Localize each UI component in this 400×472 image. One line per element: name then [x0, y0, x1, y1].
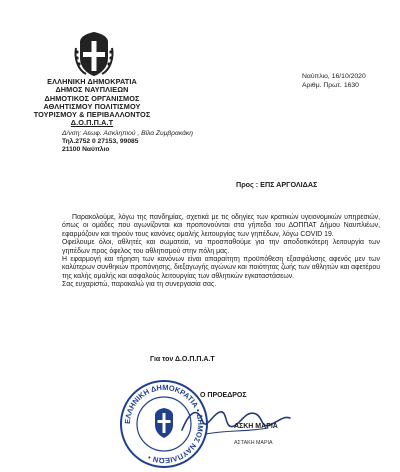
- signer-title: Ο ΠΡΟΕΔΡΟΣ: [200, 392, 247, 399]
- letterhead-line: ΑΘΛΗΤΙΣΜΟΥ ΠΟΛΙΤΙΣΜΟΥ: [43, 101, 141, 111]
- signoff-for: Για τον Δ.Ο.Π.Π.Α.Τ: [150, 356, 215, 363]
- contact-block: [62, 130, 193, 155]
- document-meta: [302, 72, 366, 90]
- letterhead: [12, 78, 172, 128]
- signer-name-print: ΑΣΤΑΚΗ ΜΑΡΙΑ: [234, 440, 273, 446]
- letterhead-line: ΔΗΜΟΤΙΚΟΣ ΟΡΓΑΝΙΣΜΟΣ: [44, 93, 140, 103]
- contact-postcode: 21100 Ναύπλιο: [62, 146, 110, 154]
- body-paragraph: Σας ευχαριστώ, παρακαλώ για τη συνεργασία σας.: [62, 281, 217, 289]
- place-date: Ναύπλιο, 16/10/2020: [302, 73, 366, 80]
- stamp-emblem-icon: [155, 408, 173, 438]
- body-paragraph: Οφείλουμε όλοι, αθλητές και σωματεία, να προσπαθούμε για την αποδοτικότερη λειτουργία των γηπέδων προς όφελος του αθλητισμού στην πόλη μας.: [62, 239, 380, 255]
- signer-name: ΑΣΚΗ ΜΑΡΙΑ: [234, 423, 278, 430]
- letterhead-acronym: Δ.Ο.Π.Π.Α.Τ: [70, 118, 114, 128]
- letterhead-line: ΤΟΥΡΙΣΜΟΥ & ΠΕΡΙΒΑΛΛΟΝΤΟΣ: [33, 110, 151, 120]
- recipient: Προς : ΕΠΣ ΑΡΓΟΛΙΔΑΣ: [236, 180, 318, 189]
- handwritten-signature: [176, 400, 296, 440]
- contact-phones: Τηλ.2752 0 27153, 99085: [62, 138, 139, 146]
- body-paragraph: Παρακολούμε, λόγω της πανδημίας, σχετικά με τις οδηγίες των κρατικών υγειονομικών υπηρεσιών, όπως οι ομάδες που αγωνίζονται και προπονούνται στα γήπεδα του ΔΟΠΠΑΤ Δήμου Ναυπλιέων, εφαρμόζουν και τηρούν τους κανόνες ομαλής λειτουργίας των γηπέδων, λόγω COVID 19.: [62, 214, 380, 238]
- protocol-number: Αριθμ. Πρωτ. 1630: [302, 82, 359, 89]
- letterhead-line: ΕΛΛΗΝΙΚΗ ΔΗΜΟΚΡΑΤΙΑ: [47, 77, 137, 86]
- stamp-ring-text: ΕΛΛΗΝΙΚΗ ΔΗΜΟΚΡΑΤΙΑ • ΔΗΜΟΣ ΝΑΥΠΛΙΕΩΝ •: [122, 382, 206, 466]
- letterhead-line: ΔΗΜΟΣ ΝΑΥΠΛΙΕΩΝ: [55, 85, 129, 95]
- contact-address: Δ/νση: Αεωφ. Ασκληπιού , Βίλα Ζυμβρακάκη: [62, 130, 193, 137]
- body-paragraph: Η εφαρμογή και τήρηση των κανόνων είναι απαραίτητη προϋπόθεση εξασφάλισης αφενός μεν των καλύτερων συνθηκών προπόνησης, διεξαγωγής αγώνων και ποιότητας ζωής των αθλητών και αφετέρου της καλής ομαλής και ασφαλούς λειτουργίας των αθλητικών εγκαταστάσεων.: [62, 256, 380, 280]
- greek-emblem-icon: [72, 28, 116, 78]
- letter-body: [62, 214, 380, 290]
